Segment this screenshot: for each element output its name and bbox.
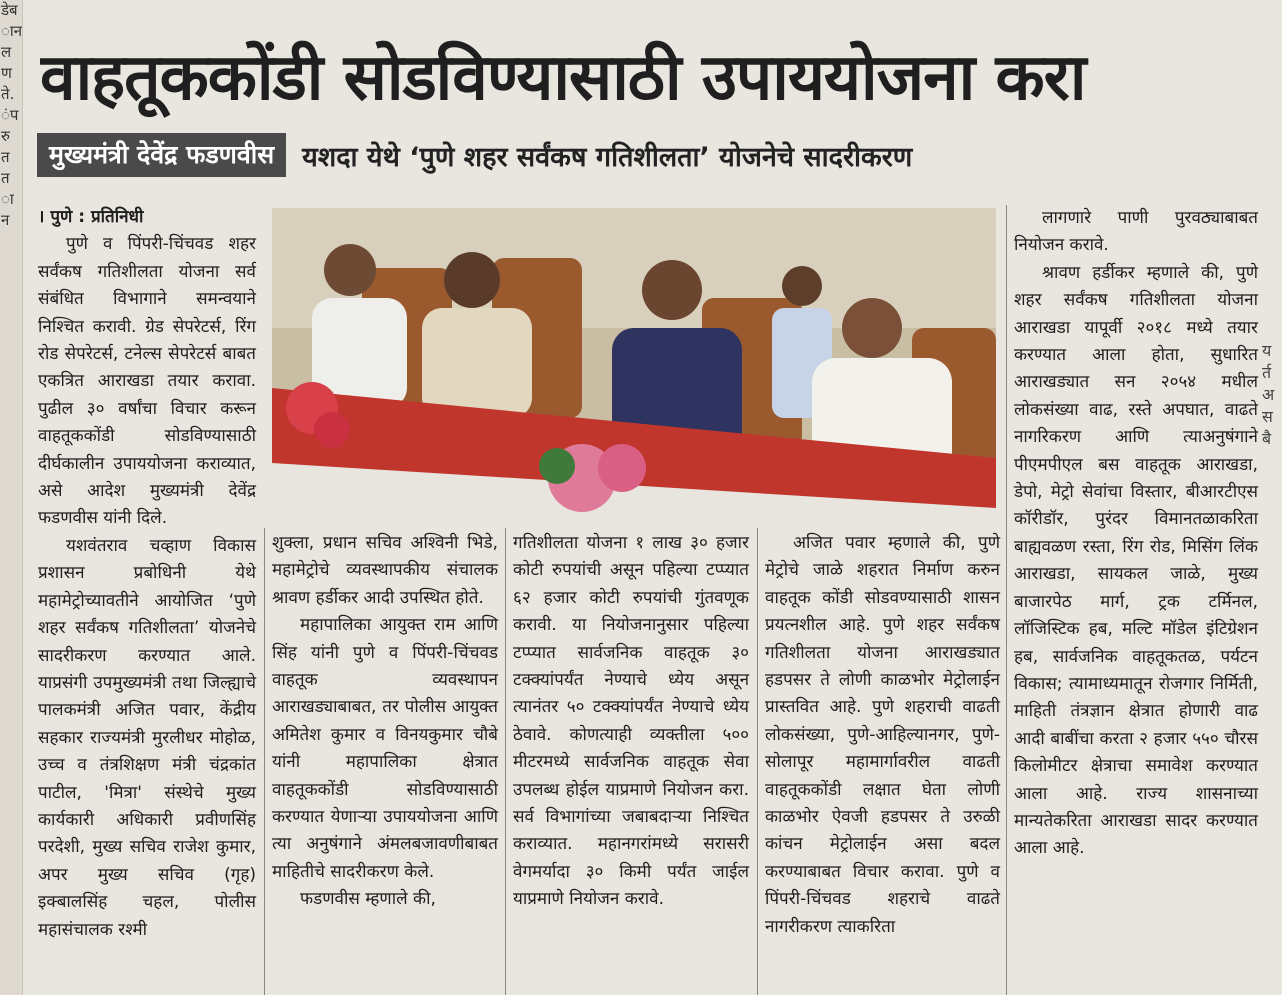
left-page-edge [0, 0, 23, 995]
paragraph: शुक्ला, प्रधान सचिव अश्विनी भिडे, महामेट्रोचे व्यवस्थापकीय संचालक श्रावण हर्डीकर आदी उपस्थित होते. [272, 533, 498, 608]
column-5 [1014, 205, 1258, 863]
column-3 [513, 530, 749, 914]
edge-fragment: अ [1262, 385, 1275, 404]
edge-fragment: रु [1, 127, 10, 145]
edge-fragment: त [1, 169, 10, 187]
edge-fragment: डेब [1, 1, 18, 19]
paragraph: पुणे व पिंपरी-चिंचवड शहर सर्वंकष गतिशीलता योजना सर्व संबंधित विभागाने समन्वयाने निश्चित करावी. ग्रेड सेपरेटर्स, रिंग रोड सेपरेटर्स, टनेल्स सेपरेटर्स बाबत एकत्रित आराखडा तयार करावा. पुढील ३० वर्षांचा विचार करून वाहतूककोंडी सोडविण्यासाठी दीर्घकालीन उपाययोजना कराव्यात, असे आदेश मुख्यमंत्री देवेंद्र फडणवीस यांनी दिले. [38, 234, 256, 529]
edge-fragment: स [1262, 407, 1273, 426]
meeting-photo [272, 208, 996, 520]
edge-fragment: ते. [1, 85, 15, 103]
paragraph: फडणवीस म्हणाले की, [300, 889, 436, 910]
column-rule [757, 528, 758, 995]
edge-fragment: ंप [1, 106, 19, 124]
edge-fragment: त [1, 148, 10, 166]
column-rule [1006, 205, 1007, 995]
edge-fragment: र्त [1262, 363, 1272, 382]
edge-fragment: य [1262, 341, 1272, 360]
paragraph: श्रावण हर्डीकर म्हणाले की, पुणे शहर सर्वंकष गतिशीलता योजना आराखडा यापूर्वी २०१८ मध्ये तयार करण्यात आला होता, सुधारित आराखड्यात सन २०५४ मधील लोकसंख्या वाढ, रस्ते अपघात, वाढते नागरिकरण आणि त्याअनुषंगाने पीएमपीएल बस वाहतूक आराखडा, डेपो, मेट्रो सेवांचा विस्तार, बीआरटीएस कॉरीडॉर, पुरंदर विमानतळाकरिता बाह्यवळण रस्ता, रिंग रोड, मिसिंग लिंक आराखडा, सायकल जाळे, मुख्य बाजारपेठ मार्ग, ट्रक टर्मिनल, लॉजिस्टिक हब, मल्टि मॉडेल इंटिग्रेशन हब, सार्वजनिक वाहतूकतळ, पर्यटन विकास; त्यामाध्यमातून रोजगार निर्मिती, माहिती तंत्रज्ञान क्षेत्रात होणारी वाढ आदी बाबींचा करता २ हजार ५५० चौरस किलोमीटर क्षेत्राचा समावेश करण्यात आला आहे. राज्य शासनाच्या मान्यतेकरिता आराखडा सादर करण्यात आला आहे. [1014, 262, 1258, 859]
edge-fragment: ल [1, 43, 12, 61]
edge-fragment: ा [1, 190, 14, 208]
edge-fragment: ान [1, 22, 23, 40]
subheadline [37, 133, 912, 177]
paragraph: यशवंतराव चव्हाण विकास प्रशासन प्रबोधिनी येथे महामेट्रोच्यावतीने आयोजित ‘पुणे शहर सर्वंकष गतिशीलता’ योजनेचे सादरीकरण करण्यात आले. याप्रसंगी उपमुख्यमंत्री तथा जिल्ह्याचे पालकमंत्री अजित पवार, केंद्रीय सहकार राज्यमंत्री मुरलीधर मोहोळ, उच्च व तंत्रशिक्षण मंत्री चंद्रकांत पाटील, 'मित्रा' संस्थेचे मुख्य कार्यकारी अधिकारी प्रवीणसिंह परदेशी, मुख्य सचिव राजेश कुमार, अपर मुख्य सचिव (गृह) इक्बालसिंह चहल, पोलीस महासंचालक रश्मी [38, 535, 256, 940]
column-1 [38, 204, 256, 944]
paragraph: लागणारे पाणी पुरवठ्याबाबत नियोजन करावे. [1014, 208, 1258, 256]
paragraph: गतिशीलता योजना १ लाख ३० हजार कोटी रुपयांची असून पहिल्या टप्प्यात ६२ हजार कोटी रुपयांची गुंतवणूक करावी. या नियोजनानुसार पहिल्या टप्प्यात सार्वजनिक वाहतूक ३० टक्क्यांपर्यंत नेण्याचे ध्येय असून त्यानंतर ५० टक्क्यांपर्यंत नेण्याचे ध्येय ठेवावे. कोणत्याही व्यक्तीला ५०० मीटरमध्ये सार्वजनिक वाहतूक सेवा उपलब्ध होईल याप्रमाणे नियोजन करा. सर्व विभागांच्या जबाबदाऱ्या निश्चित कराव्यात. महानगरांमध्ये सरासरी वेगमर्यादा ३० किमी पर्यंत जाईल याप्रमाणे नियोजन करावे. [513, 533, 749, 910]
edge-fragment: ण [1, 64, 12, 82]
column-rule [505, 528, 506, 995]
column-rule [264, 528, 265, 995]
headline: वाहतूककोंडी सोडविण्यासाठी उपाययोजना करा [40, 41, 1086, 115]
paragraph: अजित पवार म्हणाले की, पुणे मेट्रोचे जाळे शहरात निर्माण करुन वाहतूक कोंडी सोडवण्यासाठी शासन प्रयत्नशील आहे. पुणे शहर सर्वंकष गतिशीलता योजना आराखड्यात हडपसर ते लोणी काळभोर मेट्रोलाईन प्रास्तवित आहे. पुणे शहराची वाढती लोकसंख्या, पुणे-आहिल्यानगर, पुणे-सोलापूर महामार्गावरील वाढती वाहतूककोंडी लक्षात घेता लोणी काळभोर ऐवजी हडपसर ते उरुळी कांचन मेट्रोलाईन असा बदल करण्याबाबत विचार करावा. पुणे व पिंपरी-चिंचवड शहराचे वाढते नागरीकरण त्याकरिता [765, 533, 1000, 937]
right-page-edge [1262, 340, 1282, 460]
subheadline-badge: मुख्यमंत्री देवेंद्र फडणवीस [37, 133, 286, 177]
column-4 [765, 530, 1000, 941]
paragraph: महापालिका आयुक्त राम आणि सिंह यांनी पुणे व पिंपरी-चिंचवड वाहतूक व्यवस्थापन आराखड्याबाबत, तर पोलीस आयुक्त अमितेश कुमार व विनयकुमार चौबे यांनी महापालिका क्षेत्रात वाहतूककोंडी सोडविण्यासाठी करण्यात येणाऱ्या उपाययोजना आणि त्या अनुषंगाने अंमलबजावणीबाबत माहितीचे सादरीकरण केले. [272, 615, 498, 882]
column-2 [272, 530, 498, 914]
subheadline-text: यशदा येथे ‘पुणे शहर सर्वंकष गतिशीलता’ योजनेचे सादरीकरण [302, 141, 913, 173]
dateline: । पुणे : प्रतिनिधी [38, 207, 144, 227]
edge-fragment: न [1, 211, 10, 229]
edge-fragment: बै [1262, 429, 1272, 448]
